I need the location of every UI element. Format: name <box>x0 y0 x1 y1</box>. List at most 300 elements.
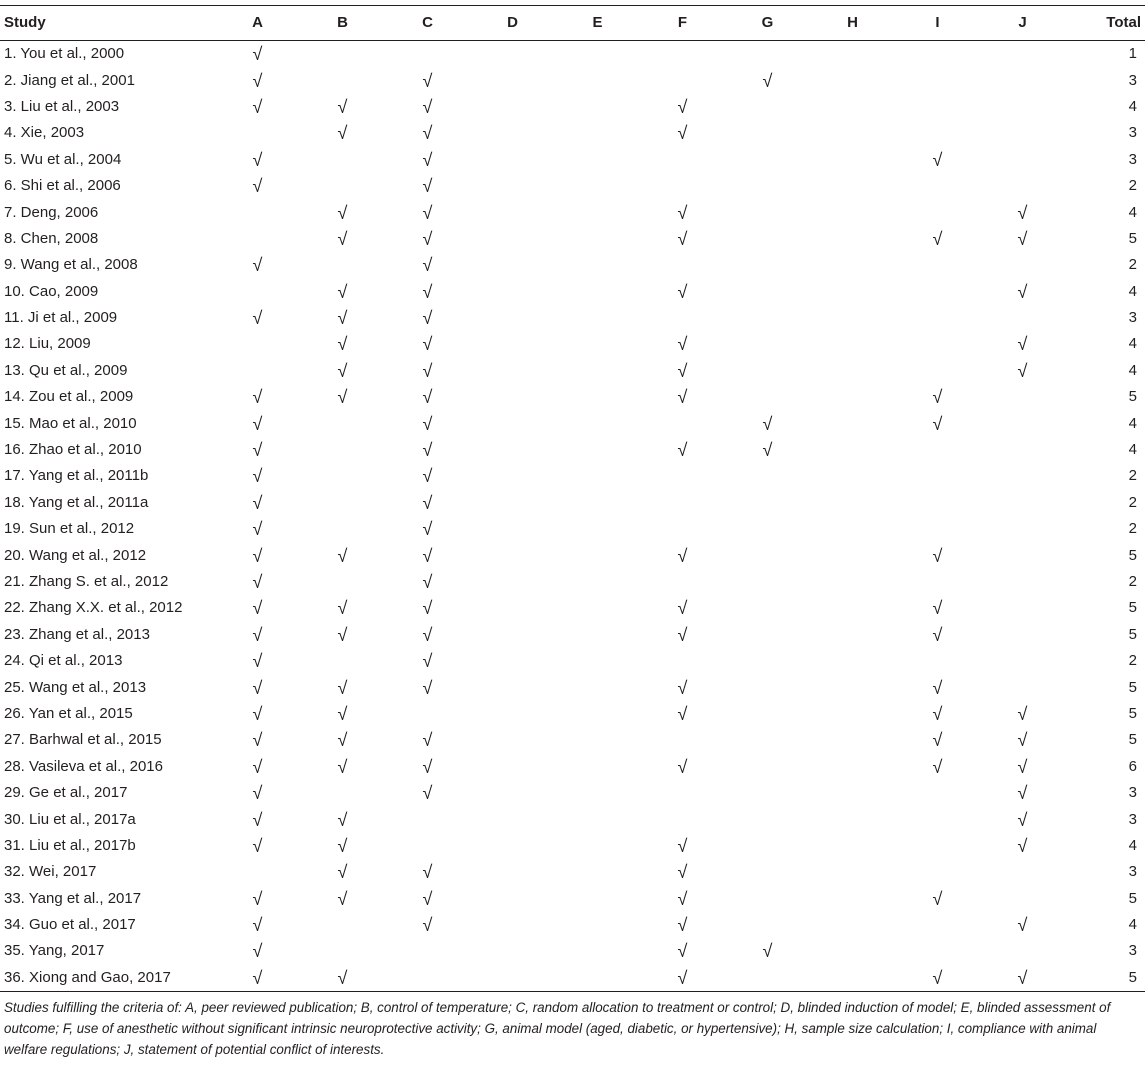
check-mark-icon: √ <box>677 387 688 408</box>
table-row <box>0 147 1145 173</box>
check-mark-icon: √ <box>1017 809 1028 830</box>
check-mark-icon: √ <box>677 677 688 698</box>
check-mark-icon: √ <box>252 703 263 724</box>
check-mark-icon: √ <box>252 888 263 909</box>
total-score-cell: 3 <box>1128 309 1137 327</box>
check-mark-icon: √ <box>677 941 688 962</box>
empty-criterion-cell <box>640 252 725 278</box>
empty-criterion-cell <box>895 648 980 674</box>
empty-criterion-cell <box>810 305 895 331</box>
table-body <box>0 41 1145 992</box>
empty-criterion-cell <box>810 886 895 912</box>
empty-criterion-cell <box>215 358 300 384</box>
check-mark-icon: √ <box>895 965 980 992</box>
empty-criterion-cell <box>895 252 980 278</box>
empty-criterion-cell <box>300 410 385 436</box>
empty-criterion-cell <box>725 279 810 305</box>
check-mark-icon: √ <box>252 915 263 936</box>
empty-criterion-cell <box>980 463 1065 489</box>
empty-criterion-cell <box>470 912 555 938</box>
empty-criterion-cell <box>300 938 385 964</box>
empty-criterion-cell <box>555 674 640 700</box>
empty-criterion-cell <box>470 120 555 146</box>
empty-criterion-cell <box>385 41 470 68</box>
empty-criterion-cell <box>725 120 810 146</box>
empty-criterion-cell <box>895 173 980 199</box>
check-mark-icon: √ <box>677 96 688 117</box>
study-name-cell: 14. Zou et al., 2009 <box>4 388 134 406</box>
check-mark-icon: √ <box>422 598 433 619</box>
empty-criterion-cell <box>725 41 810 68</box>
check-mark-icon: √ <box>422 123 433 144</box>
check-mark-icon: √ <box>337 730 348 751</box>
total-score-cell: 4 <box>1128 441 1137 459</box>
check-mark-icon: √ <box>337 228 348 249</box>
check-mark-icon: √ <box>677 756 688 777</box>
table-row <box>0 410 1145 436</box>
check-mark-icon: √ <box>337 387 348 408</box>
empty-criterion-cell <box>470 490 555 516</box>
check-mark-icon: √ <box>422 308 433 329</box>
total-score-cell: 5 <box>1128 731 1137 749</box>
empty-criterion-cell <box>810 410 895 436</box>
study-name-cell: 29. Ge et al., 2017 <box>4 784 128 802</box>
total-score-cell: 3 <box>1128 942 1137 960</box>
total-score-cell: 4 <box>1128 361 1137 379</box>
table-row <box>0 595 1145 621</box>
total-score-cell: 5 <box>1128 704 1137 722</box>
study-name-cell: 13. Qu et al., 2009 <box>4 361 128 379</box>
study-name-cell: 17. Yang et al., 2011b <box>4 467 149 485</box>
empty-criterion-cell <box>895 279 980 305</box>
empty-criterion-cell <box>555 331 640 357</box>
total-score-cell: 6 <box>1128 757 1137 775</box>
check-mark-icon: √ <box>677 123 688 144</box>
check-mark-icon: √ <box>762 70 773 91</box>
empty-criterion-cell <box>810 94 895 120</box>
check-mark-icon: √ <box>932 730 943 751</box>
empty-criterion-cell <box>555 437 640 463</box>
header-criterion-j: J <box>980 6 1065 41</box>
check-mark-icon: √ <box>677 703 688 724</box>
empty-criterion-cell <box>470 886 555 912</box>
empty-criterion-cell <box>555 727 640 753</box>
total-score-cell: 5 <box>1128 546 1137 564</box>
empty-criterion-cell <box>640 305 725 331</box>
empty-criterion-cell <box>555 358 640 384</box>
empty-criterion-cell <box>810 384 895 410</box>
check-mark-icon: √ <box>422 915 433 936</box>
empty-criterion-cell <box>810 780 895 806</box>
check-mark-icon: √ <box>337 123 348 144</box>
check-mark-icon: √ <box>252 44 263 65</box>
total-score-cell: 4 <box>1128 335 1137 353</box>
empty-criterion-cell <box>810 41 895 68</box>
empty-criterion-cell <box>810 701 895 727</box>
table-row <box>0 94 1145 120</box>
table-row <box>0 701 1145 727</box>
empty-criterion-cell <box>640 173 725 199</box>
total-score-cell: 4 <box>1128 97 1137 115</box>
check-mark-icon: √ <box>932 149 943 170</box>
empty-criterion-cell <box>640 806 725 832</box>
check-mark-icon: √ <box>762 440 773 461</box>
total-score-cell: 2 <box>1128 493 1137 511</box>
empty-criterion-cell <box>895 780 980 806</box>
empty-criterion-cell <box>470 806 555 832</box>
study-name-cell: 2. Jiang et al., 2001 <box>4 71 135 89</box>
check-mark-icon: √ <box>932 888 943 909</box>
check-mark-icon: √ <box>252 176 263 197</box>
check-mark-icon: √ <box>1017 703 1028 724</box>
total-score-cell: 3 <box>1128 863 1137 881</box>
empty-criterion-cell <box>810 595 895 621</box>
header-criterion-d: D <box>470 6 555 41</box>
table-row <box>0 252 1145 278</box>
total-score-cell: 5 <box>1128 889 1137 907</box>
empty-criterion-cell <box>555 490 640 516</box>
table-row <box>0 754 1145 780</box>
study-name-cell: 36. Xiong and Gao, 2017 <box>0 965 215 992</box>
table-header-row <box>0 6 1145 41</box>
empty-criterion-cell <box>555 622 640 648</box>
table-row <box>0 938 1145 964</box>
total-score-cell: 5 <box>1128 229 1137 247</box>
empty-criterion-cell <box>810 965 895 992</box>
empty-criterion-cell <box>300 569 385 595</box>
empty-criterion-cell <box>810 173 895 199</box>
header-total: Total <box>1065 6 1145 41</box>
empty-criterion-cell <box>470 41 555 68</box>
study-name-cell: 31. Liu et al., 2017b <box>4 836 136 854</box>
study-name-cell: 16. Zhao et al., 2010 <box>4 441 142 459</box>
empty-criterion-cell <box>725 463 810 489</box>
check-mark-icon: √ <box>762 941 773 962</box>
empty-criterion-cell <box>725 886 810 912</box>
quality-assessment-table <box>0 5 1145 992</box>
check-mark-icon: √ <box>422 519 433 540</box>
empty-criterion-cell <box>555 780 640 806</box>
empty-criterion-cell <box>640 490 725 516</box>
empty-criterion-cell <box>385 938 470 964</box>
study-name-cell: 9. Wang et al., 2008 <box>4 256 138 274</box>
empty-criterion-cell <box>470 305 555 331</box>
empty-criterion-cell <box>980 94 1065 120</box>
check-mark-icon: √ <box>762 413 773 434</box>
empty-criterion-cell <box>725 252 810 278</box>
check-mark-icon: √ <box>422 651 433 672</box>
empty-criterion-cell <box>555 833 640 859</box>
check-mark-icon: √ <box>337 888 348 909</box>
check-mark-icon: √ <box>337 835 348 856</box>
empty-criterion-cell <box>810 754 895 780</box>
total-score-cell: 2 <box>1128 256 1137 274</box>
quality-assessment-table-container <box>0 5 1145 1060</box>
total-score-cell: 2 <box>1128 573 1137 590</box>
total-score-cell: 5 <box>1065 965 1145 992</box>
empty-criterion-cell <box>980 938 1065 964</box>
empty-criterion-cell <box>470 516 555 542</box>
empty-criterion-cell <box>470 569 555 595</box>
empty-criterion-cell <box>555 41 640 68</box>
check-mark-icon: √ <box>422 756 433 777</box>
total-score-cell: 5 <box>1128 599 1137 617</box>
check-mark-icon: √ <box>252 941 263 962</box>
check-mark-icon: √ <box>252 624 263 645</box>
study-name-cell: 24. Qi et al., 2013 <box>4 652 123 670</box>
empty-criterion-cell <box>555 384 640 410</box>
empty-criterion-cell <box>725 199 810 225</box>
check-mark-icon: √ <box>252 492 263 513</box>
check-mark-icon: √ <box>337 545 348 566</box>
empty-criterion-cell <box>300 780 385 806</box>
check-mark-icon: √ <box>252 96 263 117</box>
empty-criterion-cell <box>725 912 810 938</box>
empty-criterion-cell <box>810 463 895 489</box>
total-score-cell: 3 <box>1128 71 1137 89</box>
table-row <box>0 886 1145 912</box>
empty-criterion-cell <box>980 305 1065 331</box>
empty-criterion-cell <box>810 226 895 252</box>
empty-criterion-cell <box>555 463 640 489</box>
check-mark-icon: √ <box>422 387 433 408</box>
check-mark-icon: √ <box>337 703 348 724</box>
check-mark-icon: √ <box>932 545 943 566</box>
empty-criterion-cell <box>300 463 385 489</box>
total-score-cell: 3 <box>1128 150 1137 168</box>
check-mark-icon: √ <box>422 149 433 170</box>
empty-criterion-cell <box>895 437 980 463</box>
empty-criterion-cell <box>980 147 1065 173</box>
empty-criterion-cell <box>980 252 1065 278</box>
empty-criterion-cell <box>555 806 640 832</box>
empty-criterion-cell <box>385 701 470 727</box>
table-row <box>0 806 1145 832</box>
check-mark-icon: √ <box>422 281 433 302</box>
empty-criterion-cell <box>470 754 555 780</box>
table-row <box>0 542 1145 568</box>
check-mark-icon: √ <box>677 334 688 355</box>
check-mark-icon: √ <box>252 466 263 487</box>
empty-criterion-cell <box>470 437 555 463</box>
empty-criterion-cell <box>555 516 640 542</box>
empty-criterion-cell <box>215 279 300 305</box>
check-mark-icon: √ <box>422 783 433 804</box>
empty-criterion-cell <box>810 490 895 516</box>
empty-criterion-cell <box>555 569 640 595</box>
check-mark-icon: √ <box>300 965 385 992</box>
empty-criterion-cell <box>555 754 640 780</box>
header-criterion-c: C <box>385 6 470 41</box>
empty-criterion-cell <box>810 331 895 357</box>
empty-criterion-cell <box>555 279 640 305</box>
total-score-cell: 3 <box>1128 784 1137 802</box>
table-row <box>0 279 1145 305</box>
empty-criterion-cell <box>470 331 555 357</box>
check-mark-icon: √ <box>980 965 1065 992</box>
empty-criterion-cell <box>470 463 555 489</box>
empty-criterion-cell <box>300 41 385 68</box>
empty-criterion-cell <box>895 516 980 542</box>
check-mark-icon: √ <box>422 228 433 249</box>
study-name-cell: 32. Wei, 2017 <box>4 863 97 881</box>
check-mark-icon: √ <box>677 202 688 223</box>
table-row <box>0 358 1145 384</box>
check-mark-icon: √ <box>422 888 433 909</box>
empty-criterion-cell <box>980 569 1065 595</box>
empty-criterion-cell <box>725 727 810 753</box>
empty-criterion-cell <box>300 648 385 674</box>
check-mark-icon: √ <box>337 360 348 381</box>
check-mark-icon: √ <box>252 730 263 751</box>
check-mark-icon: √ <box>422 440 433 461</box>
study-name-cell: 30. Liu et al., 2017a <box>4 810 136 828</box>
empty-criterion-cell <box>810 199 895 225</box>
empty-criterion-cell <box>470 279 555 305</box>
check-mark-icon: √ <box>252 255 263 276</box>
study-name-cell: 20. Wang et al., 2012 <box>4 546 147 564</box>
empty-criterion-cell <box>555 410 640 436</box>
check-mark-icon: √ <box>252 809 263 830</box>
empty-criterion-cell <box>640 41 725 68</box>
check-mark-icon: √ <box>677 360 688 381</box>
study-name-cell: 5. Wu et al., 2004 <box>4 150 122 168</box>
empty-criterion-cell <box>725 226 810 252</box>
empty-criterion-cell <box>980 67 1065 93</box>
header-criterion-g: G <box>725 6 810 41</box>
header-criterion-e: E <box>555 6 640 41</box>
empty-criterion-cell <box>725 569 810 595</box>
header-criterion-b: B <box>300 6 385 41</box>
empty-criterion-cell <box>470 199 555 225</box>
check-mark-icon: √ <box>422 360 433 381</box>
study-name-cell: 3. Liu et al., 2003 <box>4 97 120 115</box>
empty-criterion-cell <box>215 199 300 225</box>
empty-criterion-cell <box>470 595 555 621</box>
empty-criterion-cell <box>895 199 980 225</box>
check-mark-icon: √ <box>677 915 688 936</box>
empty-criterion-cell <box>555 67 640 93</box>
empty-criterion-cell <box>980 410 1065 436</box>
check-mark-icon: √ <box>422 96 433 117</box>
total-score-cell: 3 <box>1128 124 1137 142</box>
check-mark-icon: √ <box>252 387 263 408</box>
study-name-cell: 15. Mao et al., 2010 <box>4 414 137 432</box>
empty-criterion-cell <box>810 859 895 885</box>
study-name-cell: 34. Guo et al., 2017 <box>4 916 136 934</box>
check-mark-icon: √ <box>337 334 348 355</box>
check-mark-icon: √ <box>337 96 348 117</box>
empty-criterion-cell <box>555 94 640 120</box>
check-mark-icon: √ <box>252 783 263 804</box>
empty-criterion-cell <box>980 490 1065 516</box>
empty-criterion-cell <box>810 279 895 305</box>
study-name-cell: 23. Zhang et al., 2013 <box>4 625 150 643</box>
check-mark-icon: √ <box>1017 228 1028 249</box>
check-mark-icon: √ <box>252 651 263 672</box>
study-name-cell: 35. Yang, 2017 <box>4 942 105 960</box>
empty-criterion-cell <box>725 622 810 648</box>
empty-criterion-cell <box>980 648 1065 674</box>
empty-criterion-cell <box>300 516 385 542</box>
check-mark-icon: √ <box>252 677 263 698</box>
check-mark-icon: √ <box>677 440 688 461</box>
table-row <box>0 173 1145 199</box>
check-mark-icon: √ <box>677 598 688 619</box>
empty-criterion-cell <box>470 94 555 120</box>
empty-criterion-cell <box>640 67 725 93</box>
study-name-cell: 8. Chen, 2008 <box>4 229 99 247</box>
empty-criterion-cell <box>470 648 555 674</box>
empty-criterion-cell <box>725 147 810 173</box>
empty-criterion-cell <box>980 622 1065 648</box>
table-row <box>0 199 1145 225</box>
total-score-cell: 1 <box>1128 45 1137 63</box>
check-mark-icon: √ <box>677 228 688 249</box>
check-mark-icon: √ <box>252 835 263 856</box>
study-name-cell: 4. Xie, 2003 <box>4 124 85 142</box>
empty-criterion-cell <box>555 120 640 146</box>
empty-criterion-cell <box>470 252 555 278</box>
study-name-cell: 27. Barhwal et al., 2015 <box>4 731 162 749</box>
total-score-cell: 4 <box>1128 414 1137 432</box>
empty-criterion-cell <box>555 938 640 964</box>
check-mark-icon: √ <box>252 308 263 329</box>
table-row <box>0 648 1145 674</box>
check-mark-icon: √ <box>422 730 433 751</box>
empty-criterion-cell <box>555 305 640 331</box>
header-criterion-f: F <box>640 6 725 41</box>
table-row <box>0 41 1145 68</box>
empty-criterion-cell <box>640 648 725 674</box>
empty-criterion-cell <box>725 94 810 120</box>
empty-criterion-cell <box>810 674 895 700</box>
empty-criterion-cell <box>810 806 895 832</box>
total-score-cell: 4 <box>1128 203 1137 221</box>
empty-criterion-cell <box>555 199 640 225</box>
check-mark-icon: √ <box>932 756 943 777</box>
empty-criterion-cell <box>725 859 810 885</box>
total-score-cell: 5 <box>1128 678 1137 696</box>
total-score-cell: 2 <box>1128 652 1137 670</box>
empty-criterion-cell <box>980 173 1065 199</box>
empty-criterion-cell <box>640 727 725 753</box>
empty-criterion-cell <box>640 516 725 542</box>
empty-criterion-cell <box>300 173 385 199</box>
empty-criterion-cell <box>555 542 640 568</box>
check-mark-icon: √ <box>932 624 943 645</box>
empty-criterion-cell <box>725 806 810 832</box>
empty-criterion-cell <box>725 331 810 357</box>
study-name-cell: 7. Deng, 2006 <box>4 203 99 221</box>
check-mark-icon: √ <box>422 176 433 197</box>
check-mark-icon: √ <box>422 677 433 698</box>
empty-criterion-cell <box>300 252 385 278</box>
check-mark-icon: √ <box>422 492 433 513</box>
check-mark-icon: √ <box>1017 835 1028 856</box>
empty-criterion-cell <box>980 384 1065 410</box>
check-mark-icon: √ <box>337 756 348 777</box>
check-mark-icon: √ <box>252 598 263 619</box>
empty-criterion-cell <box>810 120 895 146</box>
check-mark-icon: √ <box>252 572 263 592</box>
check-mark-icon: √ <box>422 334 433 355</box>
empty-criterion-cell <box>980 41 1065 68</box>
empty-criterion-cell <box>810 516 895 542</box>
empty-criterion-cell <box>810 569 895 595</box>
check-mark-icon: √ <box>1017 334 1028 355</box>
check-mark-icon: √ <box>422 70 433 91</box>
